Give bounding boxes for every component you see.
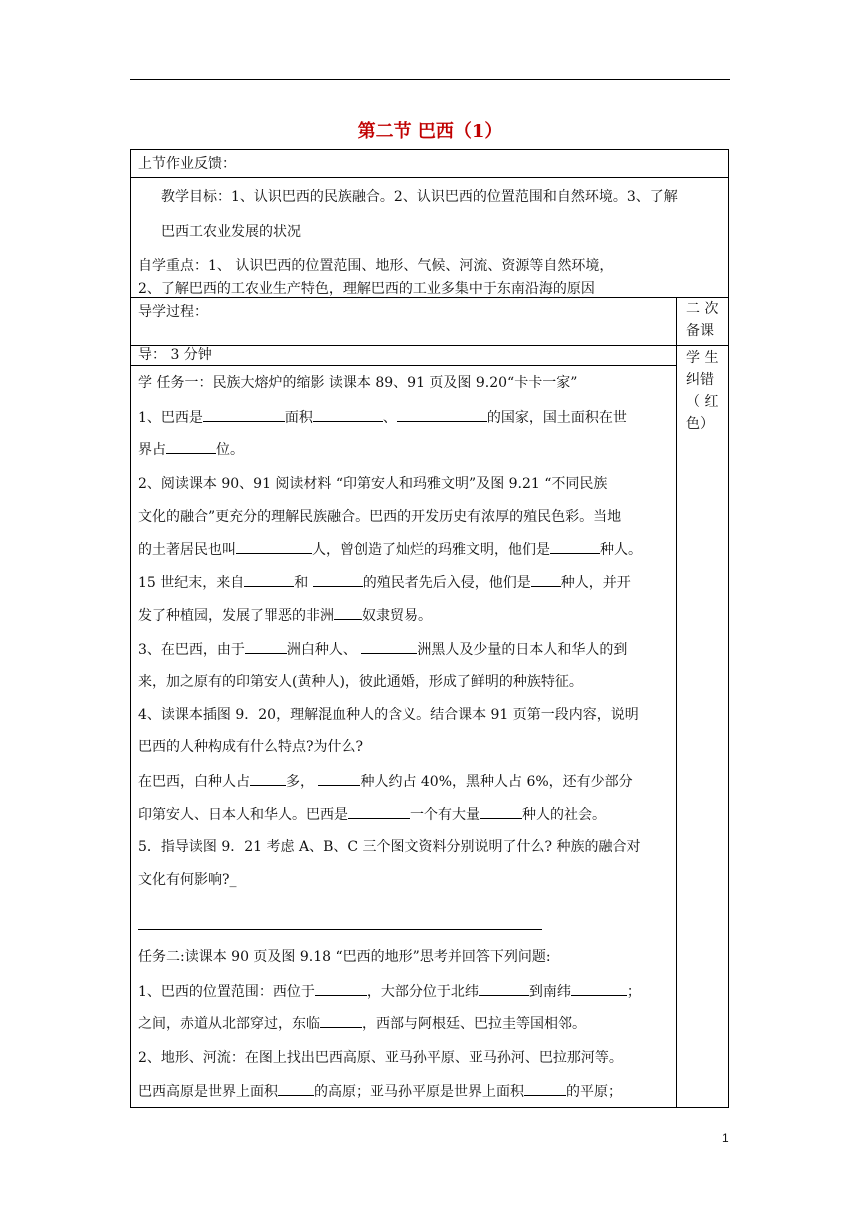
answer-blank[interactable] [250, 770, 286, 786]
answer-blank[interactable] [203, 406, 285, 422]
page-number: 1 [722, 1131, 729, 1145]
correction-note [686, 347, 718, 435]
task1-q4: 4、读课本插图 9．20，理解混血种人的含义。结合课本 91 页第一段内容，说明 [138, 707, 639, 723]
note-line: 纠错 [686, 372, 714, 388]
task2-q2: 2、地形、河流：在图上找出巴西高原、亚马孙平原、亚马孙河、巴拉那河等。 [138, 1050, 623, 1066]
note-line: 色） [686, 416, 714, 432]
process-label: 导学过程： [138, 304, 208, 320]
answer-blank[interactable] [313, 571, 363, 587]
answer-blank[interactable] [480, 803, 522, 819]
task2-q2: 巴西高原是世界上面积 的高原；亚马孙平原是世界上面积 的平原； [138, 1080, 622, 1101]
focus-line: 自学重点：1、 认识巴西的位置范围、地形、气候、河流、资源等自然环境， [138, 258, 614, 274]
column-divider [676, 297, 677, 1108]
answer-blank[interactable] [550, 538, 600, 554]
header-rule [130, 79, 730, 80]
task1-q1-cont: 界占 位。 [138, 438, 244, 459]
task1-q2: 发了种植园，发展了罪恶的非洲 奴隶贸易。 [138, 604, 432, 625]
task1-q4: 巴西的人种构成有什么特点?为什么? [138, 739, 364, 755]
answer-blank[interactable] [236, 538, 312, 554]
task1-q4: 印第安人、日本人和华人。巴西是 一个有大量 种人的社会。 [138, 803, 606, 824]
answer-blank[interactable] [334, 604, 362, 620]
task1-title: 学 任务一：民族大熔炉的缩影 读课本 89、91 页及图 9.20“卡卡一家” [138, 375, 578, 391]
answer-blank[interactable] [244, 571, 294, 587]
guide-label: 导： 3 分钟 [138, 347, 212, 363]
task1-q3: 来，加之原有的印第安人(黄种人)，彼此通婚，形成了鲜明的种族特征。 [138, 674, 583, 690]
row-divider [131, 365, 676, 366]
focus-line: 2、了解巴西的工农业生产特色，理解巴西的工业多集中于东南沿海的原因 [138, 281, 595, 297]
answer-blank[interactable] [531, 571, 561, 587]
task1-q2: 的土著居民也叫 人，曾创造了灿烂的玛雅文明，他们是 种人。 [138, 538, 642, 559]
task2-title: 任务二:读课本 90 页及图 9.18 “巴西的地形”思考并回答下列问题: [138, 949, 551, 965]
task1-q2: 15 世纪末，来自 和 的殖民者先后入侵，他们是 种人，并开 [138, 571, 631, 592]
answer-blank[interactable] [166, 438, 216, 454]
lesson-table [130, 149, 729, 1108]
note-line: 二 次 [686, 301, 719, 317]
answer-blank[interactable] [245, 638, 287, 654]
task1-q5: 5．指导读图 9．21 考虑 A、B、C 三个图文资料分别说明了什么? 种族的融合对 [138, 839, 641, 855]
answer-blank[interactable] [348, 803, 410, 819]
goals-line: 巴西工农业发展的状况 [161, 224, 301, 240]
answer-blank[interactable] [397, 406, 487, 422]
goals-line: 教学目标：1、认识巴西的民族融合。2、认识巴西的位置范围和自然环境。3、了解 [161, 189, 678, 205]
secondary-prep-note [686, 298, 718, 342]
row-divider [131, 345, 728, 346]
task1-q3: 3、在巴西，由于 洲白种人、 洲黑人及少量的日本人和华人的到 [138, 638, 627, 659]
answer-blank[interactable] [318, 770, 360, 786]
task1-q1: 1、巴西是 面积 、 的国家，国土面积在世 [138, 406, 627, 427]
answer-blank[interactable] [361, 638, 417, 654]
task1-q5: 文化有何影响?_ [138, 872, 237, 888]
answer-blank[interactable] [320, 1012, 362, 1028]
answer-blank[interactable] [278, 1080, 314, 1096]
task1-q2: 文化的融合”更充分的理解民族融合。巴西的开发历史有浓厚的殖民色彩。当地 [138, 509, 622, 525]
note-line: （ 红 [686, 394, 719, 410]
task1-q4: 在巴西，白种人占 多， 种人约占 40%，黑种人占 6%，还有少部分 [138, 770, 633, 791]
note-line: 备课 [686, 323, 714, 339]
answer-line[interactable] [138, 929, 542, 930]
task2-q1: 之间，赤道从北部穿过，东临 ，西部与阿根廷、巴拉圭等国相邻。 [138, 1012, 586, 1033]
task1-q2: 2、阅读课本 90、91 阅读材料 “印第安人和玛雅文明”及图 9.21 “不同民族 [138, 476, 608, 492]
note-line: 学 生 [686, 350, 719, 366]
answer-blank[interactable] [313, 406, 383, 422]
page-title: 第二节 巴西（1） [357, 121, 503, 142]
answer-blank[interactable] [571, 980, 627, 996]
answer-blank[interactable] [479, 980, 529, 996]
answer-blank[interactable] [315, 980, 367, 996]
task2-q1: 1、巴西的位置范围：西位于 ，大部分位于北纬 到南纬 ； [138, 980, 641, 1001]
row-divider [131, 177, 728, 178]
answer-blank[interactable] [524, 1080, 566, 1096]
feedback-label: 上节作业反馈： [138, 156, 236, 172]
